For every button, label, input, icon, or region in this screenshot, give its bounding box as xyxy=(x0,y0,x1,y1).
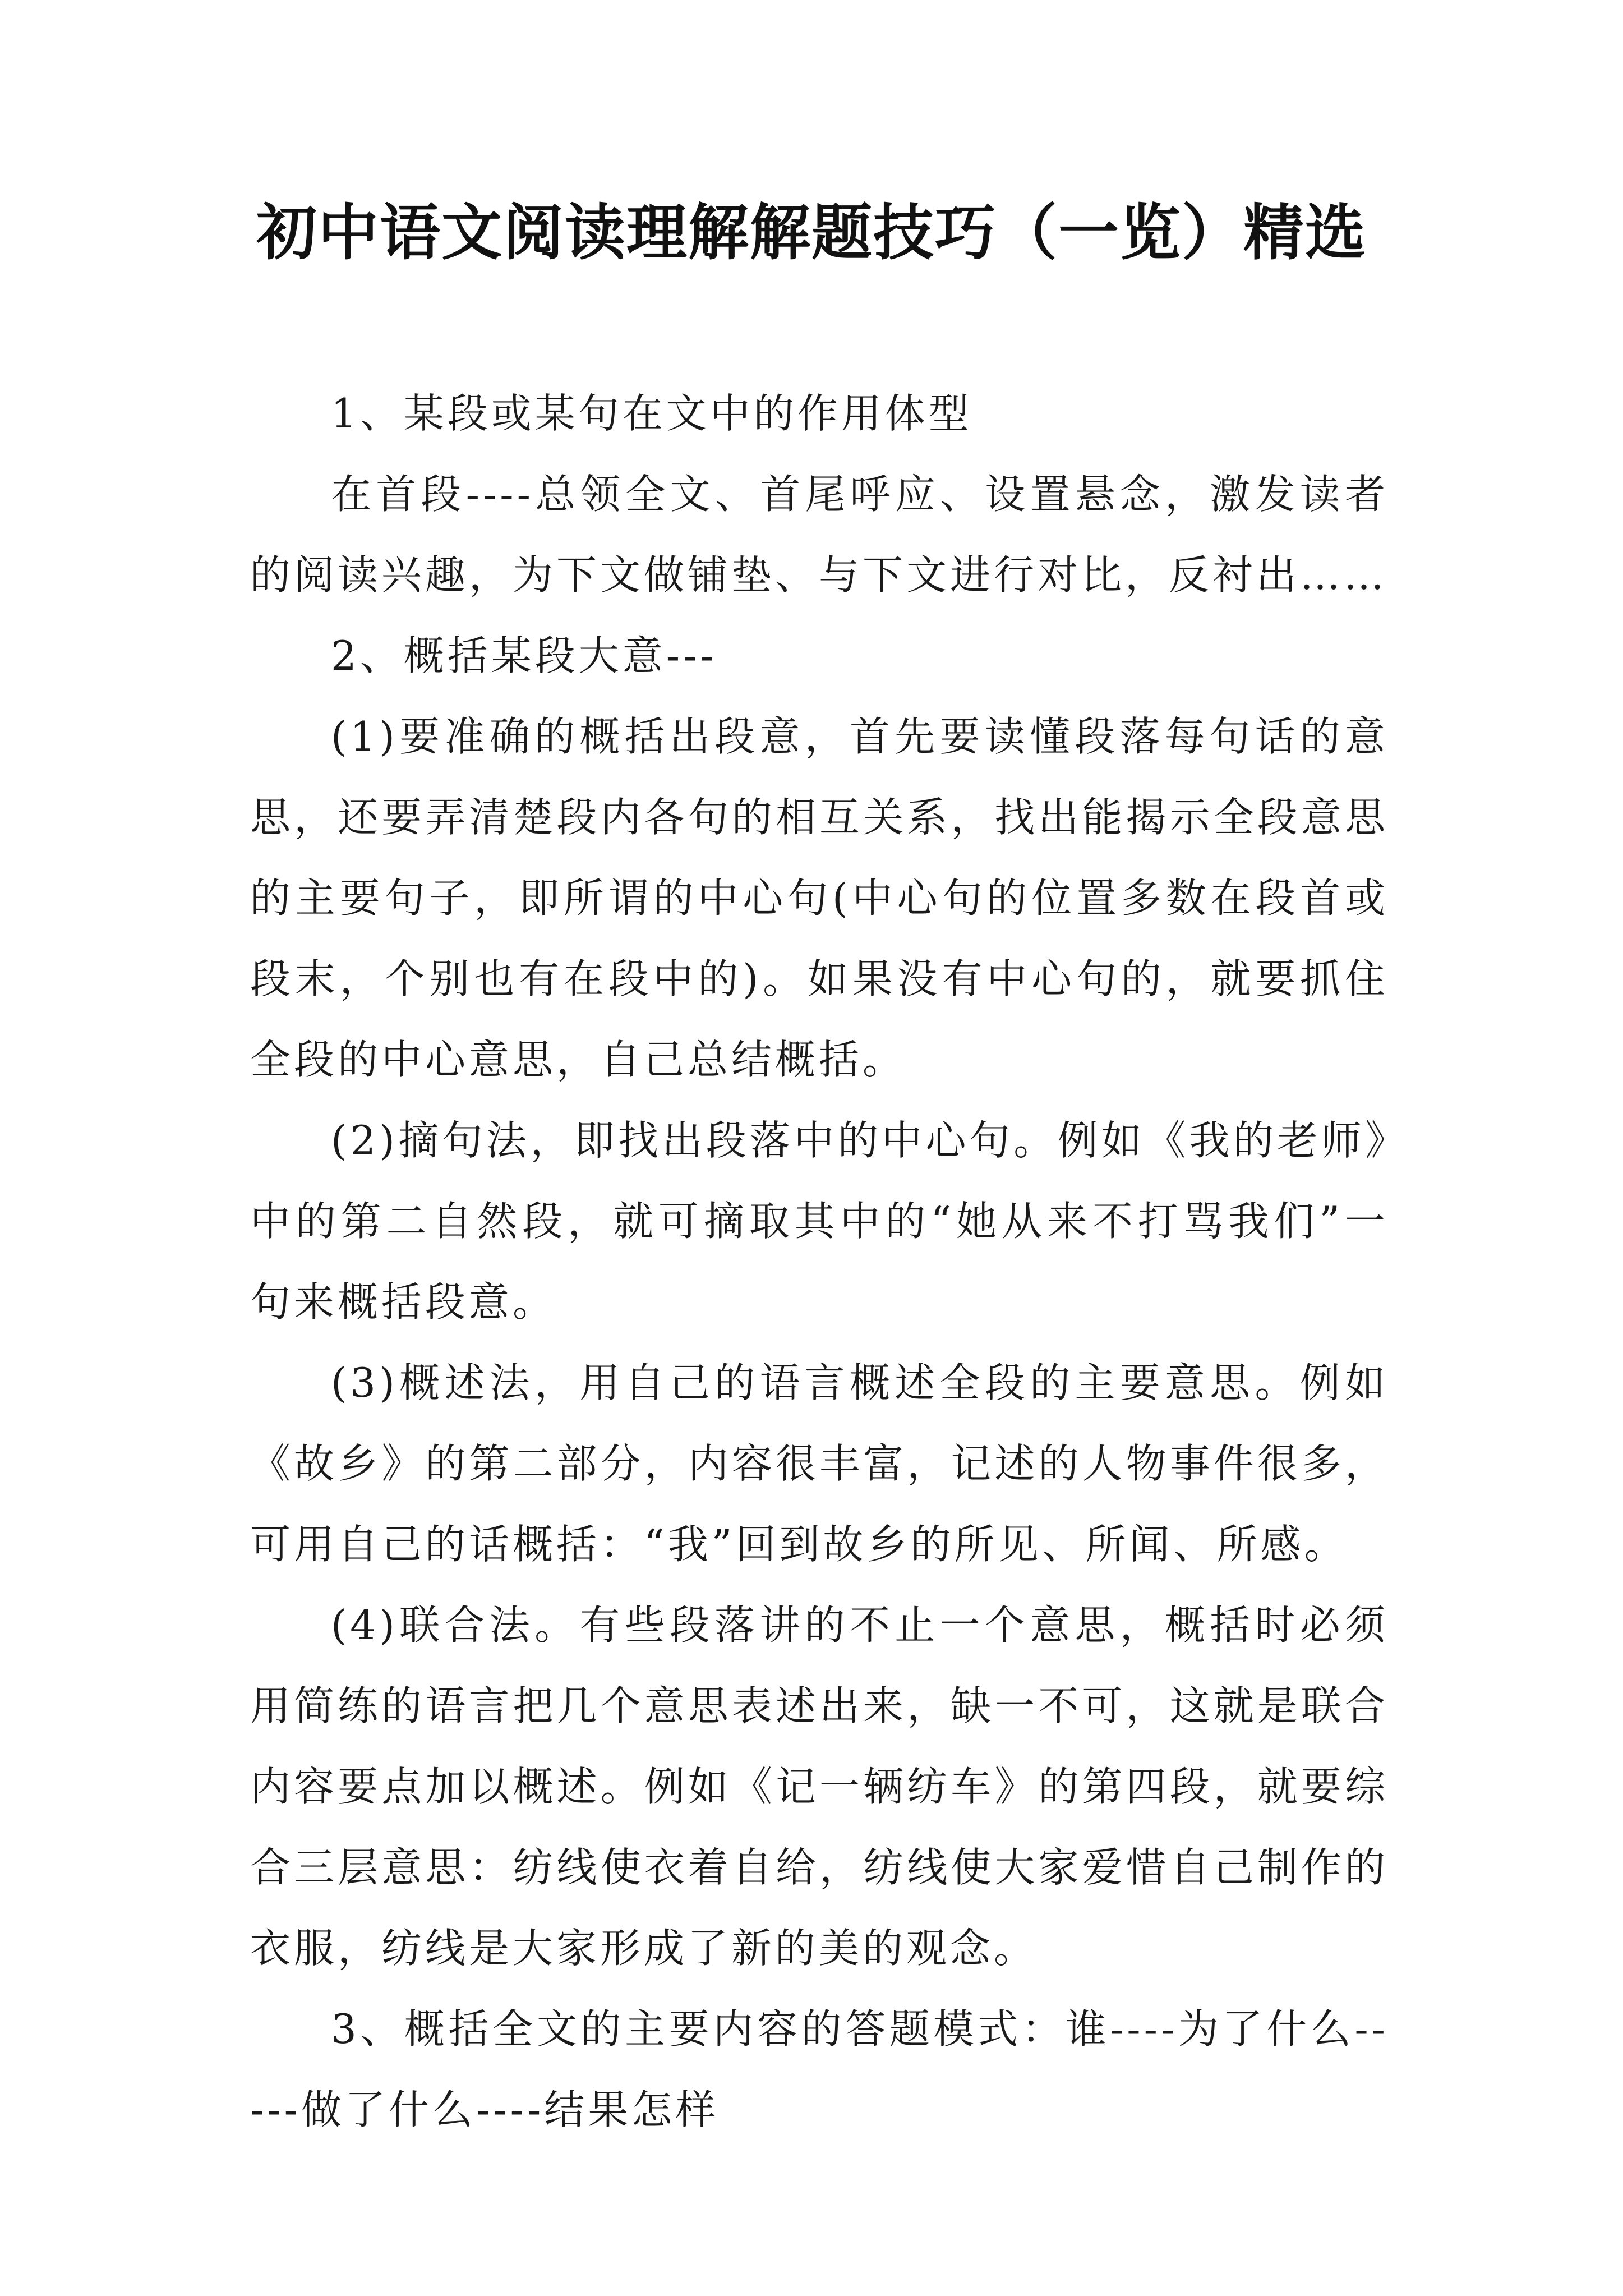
document-body xyxy=(250,373,1389,2150)
paragraph-2: 在首段----总领全文、首尾呼应、设置悬念，激发读者的阅读兴趣，为下文做铺垫、与下文进行对比，反衬出…… xyxy=(250,471,1389,599)
paragraph-5: (2)摘句法，即找出段落中的中心句。例如《我的老师》中的第二自然段，就可摘取其中的“她从来不打骂我们”一句来概括段意。 xyxy=(250,1117,1389,1326)
document-title: 初中语文阅读理解解题技巧（一览）精选 xyxy=(256,197,1367,268)
paragraph-8: 3、概括全文的主要内容的答题模式：谁----为了什么-----做了什么----结果怎样 xyxy=(250,2005,1389,2133)
paragraph-1: 1、某段或某句在文中的作用体型 xyxy=(331,390,972,437)
paragraph-4: (1)要准确的概括出段意，首先要读懂段落每句话的意思，还要弄清楚段内各句的相互关系，找出能揭示全段意思的主要句子，即所谓的中心句(中心句的位置多数在段首或段末，个别也有在段中的)。如果没有中心句的，就要抓住全段的中心意思，自己总结概括。 xyxy=(250,713,1389,1083)
paragraph-3: 2、概括某段大意--- xyxy=(331,632,717,679)
paragraph-7: (4)联合法。有些段落讲的不止一个意思，概括时必须用简练的语言把几个意思表述出来，缺一不可，这就是联合内容要点加以概述。例如《记一辆纺车》的第四段，就要综合三层意思：纺线使衣着自给，纺线使大家爱惜自己制作的衣服，纺线是大家形成了新的美的观念。 xyxy=(250,1602,1389,1972)
paragraph-6: (3)概述法，用自己的语言概述全段的主要意思。例如《故乡》的第二部分，内容很丰富，记述的人物事件很多，可用自己的话概括：“我”回到故乡的所见、所闻、所感。 xyxy=(250,1359,1389,1568)
